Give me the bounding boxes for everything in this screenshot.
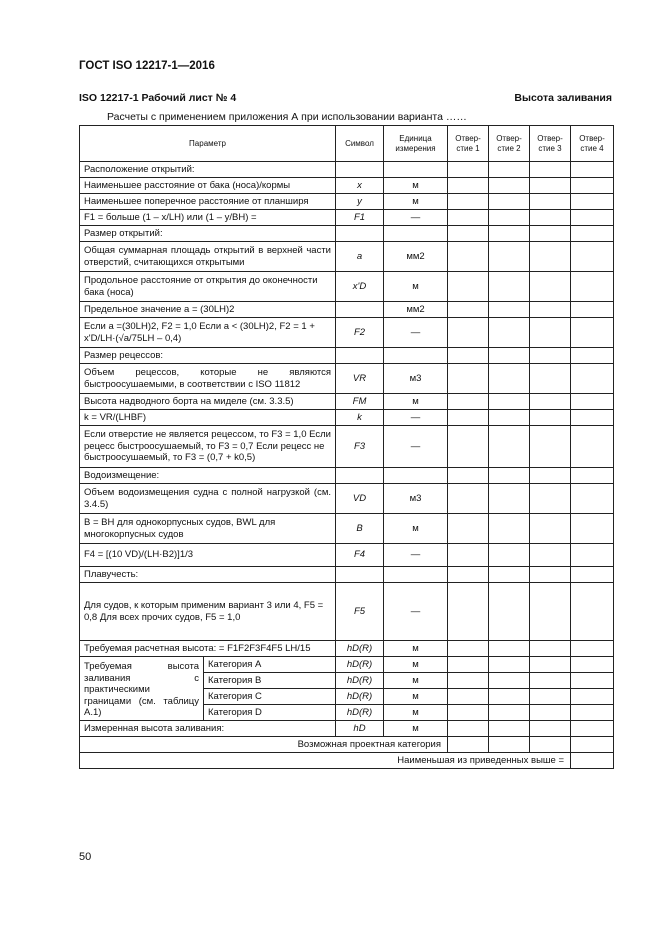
table-row (80, 194, 614, 210)
value-cell[interactable] (489, 673, 530, 689)
value-cell[interactable] (448, 641, 489, 657)
value-cell[interactable] (448, 302, 489, 318)
row-unit: м (384, 721, 448, 737)
header-opening-3: Отвер-стие 3 (530, 126, 571, 162)
row-unit (384, 567, 448, 583)
value-cell[interactable] (571, 673, 614, 689)
value-cell[interactable] (530, 641, 571, 657)
table-row (80, 272, 614, 302)
row-parameter: F1 = больше (1 – x/LH) или (1 – y/BH) = (80, 210, 336, 226)
value-cell[interactable] (489, 567, 530, 583)
value-cell[interactable] (530, 484, 571, 514)
row-symbol: F1 (336, 210, 384, 226)
value-cell[interactable] (489, 348, 530, 364)
table-row (80, 641, 614, 657)
value-cell[interactable] (489, 689, 530, 705)
table-row (80, 468, 614, 484)
row-unit: — (384, 583, 448, 641)
value-cell[interactable] (530, 410, 571, 426)
value-cell[interactable] (530, 318, 571, 348)
value-cell[interactable] (489, 210, 530, 226)
value-cell[interactable] (530, 242, 571, 272)
value-cell[interactable] (448, 426, 489, 468)
value-cell[interactable] (448, 583, 489, 641)
value-cell[interactable] (530, 426, 571, 468)
value-cell[interactable] (530, 364, 571, 394)
value-cell[interactable] (530, 583, 571, 641)
table-row (80, 657, 614, 673)
value-cell[interactable] (571, 394, 614, 410)
row-symbol (336, 162, 384, 178)
row-symbol (336, 226, 384, 242)
table-row (80, 544, 614, 567)
value-cell[interactable] (489, 194, 530, 210)
value-cell[interactable] (530, 567, 571, 583)
row-parameter: Размер открытий: (80, 226, 336, 242)
row-parameter: Если a =(30LH)2, F2 = 1,0 Если a < (30LH)2, F2 = 1 + x'D/LH·(√a/75LH – 0,4) (80, 318, 336, 348)
value-cell[interactable] (571, 302, 614, 318)
row-unit: — (384, 410, 448, 426)
value-cell[interactable] (448, 348, 489, 364)
row-parameter: Предельное значение a = (30LH)2 (80, 302, 336, 318)
value-cell[interactable] (571, 657, 614, 673)
row-unit (384, 348, 448, 364)
possible-category-label: Возможная проектная категория (80, 737, 448, 753)
row-parameter: k = VR/(LHBF) (80, 410, 336, 426)
row-parameter: Объем водоизмещения судна с полной нагрузкой (см. 3.4.5) (80, 484, 336, 514)
header-unit: Единица измерения (384, 126, 448, 162)
value-cell[interactable] (448, 567, 489, 583)
value-cell[interactable] (530, 514, 571, 544)
value-cell[interactable] (448, 657, 489, 673)
row-symbol: x (336, 178, 384, 194)
table-row (80, 318, 614, 348)
value-cell[interactable] (530, 721, 571, 737)
required-height-label: Требуемая высота заливания с практическими границами (см. таблицу А.1) (80, 657, 204, 721)
value-cell[interactable] (530, 673, 571, 689)
value-cell[interactable] (571, 194, 614, 210)
value-cell[interactable] (448, 364, 489, 394)
row-unit: мм2 (384, 302, 448, 318)
value-cell[interactable] (530, 689, 571, 705)
category-label: Категория В (204, 673, 336, 689)
row-symbol: F4 (336, 544, 384, 567)
value-cell[interactable] (489, 583, 530, 641)
worksheet-topic: Высота заливания (514, 92, 612, 104)
value-cell[interactable] (571, 242, 614, 272)
value-cell[interactable] (571, 348, 614, 364)
table-row (80, 226, 614, 242)
row-symbol: k (336, 410, 384, 426)
row-parameter: Наименьшее поперечное расстояние от планширя (80, 194, 336, 210)
value-cell[interactable] (448, 484, 489, 514)
value-cell[interactable] (530, 394, 571, 410)
value-cell[interactable] (448, 410, 489, 426)
page-number: 50 (79, 851, 92, 863)
table-row (80, 583, 614, 641)
value-cell[interactable] (530, 210, 571, 226)
value-cell[interactable] (489, 302, 530, 318)
value-cell[interactable] (530, 544, 571, 567)
row-unit: м (384, 272, 448, 302)
header-opening-2: Отвер-стие 2 (489, 126, 530, 162)
row-unit: м3 (384, 484, 448, 514)
row-symbol: F5 (336, 583, 384, 641)
row-parameter: Продольное расстояние от открытия до оконечности бака (носа) (80, 272, 336, 302)
value-cell[interactable] (489, 226, 530, 242)
value-cell[interactable] (530, 162, 571, 178)
value-cell[interactable] (489, 641, 530, 657)
smallest-label: Наименьшая из приведенных выше = (80, 753, 571, 769)
row-unit: м (384, 514, 448, 544)
value-cell[interactable] (571, 753, 614, 769)
value-cell[interactable] (571, 272, 614, 302)
row-parameter: Для судов, к которым применим вариант 3 или 4, F5 = 0,8 Для всех прочих судов, F5 = 1,0 (80, 583, 336, 641)
calculation-note: Расчеты с применением приложения А при использовании варианта …… (107, 111, 467, 123)
table-row (80, 567, 614, 583)
row-symbol: hD(R) (336, 657, 384, 673)
table-row (80, 242, 614, 272)
value-cell[interactable] (530, 194, 571, 210)
value-cell[interactable] (448, 178, 489, 194)
value-cell[interactable] (571, 705, 614, 721)
value-cell[interactable] (571, 226, 614, 242)
value-cell[interactable] (489, 410, 530, 426)
row-symbol: hD(R) (336, 705, 384, 721)
value-cell[interactable] (530, 178, 571, 194)
value-cell[interactable] (489, 484, 530, 514)
worksheet-table (79, 125, 614, 769)
row-parameter: B = BH для однокорпусных судов, BWL для многокорпусных судов (80, 514, 336, 544)
value-cell[interactable] (571, 641, 614, 657)
value-cell[interactable] (489, 657, 530, 673)
table-header-row (80, 126, 614, 162)
value-cell[interactable] (489, 394, 530, 410)
value-cell[interactable] (571, 544, 614, 567)
row-unit: — (384, 210, 448, 226)
value-cell[interactable] (489, 162, 530, 178)
value-cell[interactable] (448, 689, 489, 705)
row-parameter: Высота надводного борта на миделе (см. 3.3.5) (80, 394, 336, 410)
row-parameter: Расположение открытий: (80, 162, 336, 178)
value-cell[interactable] (448, 737, 489, 753)
value-cell[interactable] (530, 348, 571, 364)
row-parameter: Наименьшее расстояние от бака (носа)/кормы (80, 178, 336, 194)
value-cell[interactable] (489, 705, 530, 721)
row-unit (384, 162, 448, 178)
row-unit: м (384, 641, 448, 657)
row-symbol: B (336, 514, 384, 544)
table-row (80, 348, 614, 364)
row-symbol: F3 (336, 426, 384, 468)
table-row (80, 737, 614, 753)
value-cell[interactable] (571, 514, 614, 544)
table-row (80, 302, 614, 318)
value-cell[interactable] (571, 567, 614, 583)
value-cell[interactable] (489, 737, 530, 753)
value-cell[interactable] (571, 318, 614, 348)
value-cell[interactable] (448, 705, 489, 721)
row-unit: мм2 (384, 242, 448, 272)
header-symbol: Символ (336, 126, 384, 162)
value-cell[interactable] (448, 468, 489, 484)
value-cell[interactable] (530, 226, 571, 242)
value-cell[interactable] (448, 318, 489, 348)
row-parameter: Плавучесть: (80, 567, 336, 583)
row-unit (384, 468, 448, 484)
value-cell[interactable] (530, 272, 571, 302)
category-label: Категория А (204, 657, 336, 673)
header-opening-4: Отвер-стие 4 (571, 126, 614, 162)
row-parameter: Если отверстие не является рецессом, то F3 = 1,0 Если рецесс быстроосушаемый, то F3 = 0,7 Если рецесс не быстроосушаемый, то F3 = (0,7 + k0,5) (80, 426, 336, 468)
value-cell[interactable] (489, 544, 530, 567)
row-symbol: FM (336, 394, 384, 410)
row-parameter: Размер рецессов: (80, 348, 336, 364)
table-row (80, 162, 614, 178)
table-row (80, 210, 614, 226)
table-row (80, 753, 614, 769)
value-cell[interactable] (571, 689, 614, 705)
value-cell[interactable] (571, 468, 614, 484)
table-row (80, 394, 614, 410)
row-parameter: Общая суммарная площадь открытий в верхней части отверстий, считающихся открытыми (80, 242, 336, 272)
document-standard: ГОСТ ISO 12217-1—2016 (79, 60, 215, 72)
value-cell[interactable] (448, 514, 489, 544)
table-row (80, 514, 614, 544)
row-symbol: hD(R) (336, 673, 384, 689)
row-unit (384, 226, 448, 242)
value-cell[interactable] (448, 544, 489, 567)
row-symbol (336, 468, 384, 484)
category-label: Категория D (204, 705, 336, 721)
row-parameter: Водоизмещение: (80, 468, 336, 484)
row-unit: м (384, 394, 448, 410)
row-unit: м (384, 705, 448, 721)
value-cell[interactable] (571, 178, 614, 194)
value-cell[interactable] (448, 673, 489, 689)
value-cell[interactable] (530, 705, 571, 721)
row-unit: м3 (384, 364, 448, 394)
value-cell[interactable] (448, 210, 489, 226)
table-row (80, 364, 614, 394)
value-cell[interactable] (571, 162, 614, 178)
table-row (80, 721, 614, 737)
value-cell[interactable] (530, 302, 571, 318)
value-cell[interactable] (530, 657, 571, 673)
table-row (80, 426, 614, 468)
value-cell[interactable] (489, 514, 530, 544)
row-symbol: a (336, 242, 384, 272)
header-opening-1: Отвер-стие 1 (448, 126, 489, 162)
row-symbol: x'D (336, 272, 384, 302)
row-parameter: Требуемая расчетная высота: = F1F2F3F4F5 LH/15 (80, 641, 336, 657)
value-cell[interactable] (530, 737, 571, 753)
value-cell[interactable] (489, 426, 530, 468)
value-cell[interactable] (489, 468, 530, 484)
row-unit: — (384, 426, 448, 468)
row-symbol: y (336, 194, 384, 210)
row-symbol: F2 (336, 318, 384, 348)
value-cell[interactable] (571, 210, 614, 226)
value-cell[interactable] (448, 226, 489, 242)
value-cell[interactable] (530, 468, 571, 484)
value-cell[interactable] (571, 583, 614, 641)
category-label: Категория С (204, 689, 336, 705)
table-row (80, 484, 614, 514)
value-cell[interactable] (571, 484, 614, 514)
value-cell[interactable] (489, 242, 530, 272)
value-cell[interactable] (489, 364, 530, 394)
row-symbol: VR (336, 364, 384, 394)
row-symbol: hD (336, 721, 384, 737)
value-cell[interactable] (448, 394, 489, 410)
value-cell[interactable] (448, 272, 489, 302)
value-cell[interactable] (489, 178, 530, 194)
row-symbol: hD(R) (336, 641, 384, 657)
header-parameter: Параметр (80, 126, 336, 162)
row-parameter: Измеренная высота заливания: (80, 721, 336, 737)
value-cell[interactable] (571, 364, 614, 394)
value-cell[interactable] (571, 737, 614, 753)
value-cell[interactable] (571, 426, 614, 468)
value-cell[interactable] (448, 194, 489, 210)
worksheet-title: ISO 12217-1 Рабочий лист № 4 (79, 92, 237, 104)
row-unit: м (384, 673, 448, 689)
row-parameter: F4 = [(10 VD)/(LH·B2)]1/3 (80, 544, 336, 567)
table-row (80, 178, 614, 194)
row-unit: м (384, 657, 448, 673)
row-symbol (336, 348, 384, 364)
value-cell[interactable] (448, 242, 489, 272)
value-cell[interactable] (489, 318, 530, 348)
row-symbol (336, 302, 384, 318)
value-cell[interactable] (448, 721, 489, 737)
row-symbol: VD (336, 484, 384, 514)
row-unit: м (384, 178, 448, 194)
row-symbol (336, 567, 384, 583)
row-unit: м (384, 194, 448, 210)
row-unit: — (384, 544, 448, 567)
value-cell[interactable] (448, 162, 489, 178)
value-cell[interactable] (571, 410, 614, 426)
row-parameter: Объем рецессов, которые не являются быстроосушаемыми, в соответствии с ISO 11812 (80, 364, 336, 394)
table-row (80, 410, 614, 426)
value-cell[interactable] (489, 721, 530, 737)
value-cell[interactable] (489, 272, 530, 302)
value-cell[interactable] (571, 721, 614, 737)
row-unit: м (384, 689, 448, 705)
row-unit: — (384, 318, 448, 348)
row-symbol: hD(R) (336, 689, 384, 705)
